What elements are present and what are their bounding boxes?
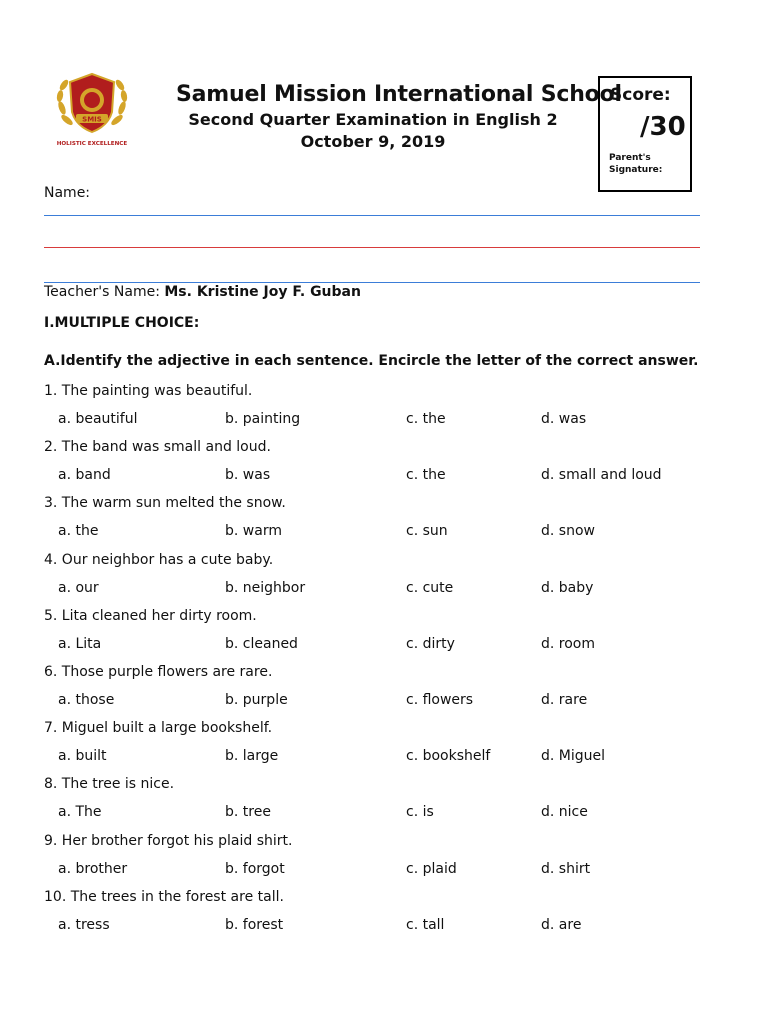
question-4-option-a[interactable]: a. our: [58, 579, 99, 596]
logo-motto: HOLISTIC EXCELLENCE: [56, 141, 128, 147]
section-instruction: A.Identify the adjective in each sentence. Encircle the letter of the correct answer.: [44, 353, 699, 369]
exam-date: October 9, 2019: [300, 132, 446, 151]
question-3-option-a[interactable]: a. the: [58, 523, 99, 540]
name-line-lower: [44, 282, 700, 283]
question-6: 6. Those purple flowers are rare.: [44, 664, 273, 680]
question-6-option-b[interactable]: b. purple: [225, 692, 288, 708]
question-9: 9. Her brother forgot his plaid shirt.: [44, 832, 293, 849]
question-6-option-a[interactable]: a. those: [58, 692, 115, 708]
name-line-red: [44, 247, 700, 248]
exam-title: Second Quarter Examination in English 2: [188, 110, 558, 129]
school-logo: [52, 68, 132, 150]
question-7-option-b[interactable]: b. large: [225, 748, 279, 765]
question-9-option-c[interactable]: c. plaid: [406, 860, 457, 877]
question-8-option-c[interactable]: c. is: [406, 804, 434, 821]
question-3-option-b[interactable]: b. warm: [225, 523, 282, 540]
question-10-option-a[interactable]: a. tress: [58, 916, 110, 933]
question-2-option-a[interactable]: a. band: [58, 467, 111, 484]
question-10-option-d[interactable]: d. are: [541, 916, 582, 933]
parent-signature-label: Parent's Signature:: [609, 153, 663, 175]
question-7: 7. Miguel built a large bookshelf.: [44, 720, 273, 737]
question-3-option-c[interactable]: c. sun: [406, 523, 448, 540]
question-1: 1. The painting was beautiful.: [44, 383, 253, 399]
section-title: I.MULTIPLE CHOICE:: [44, 315, 200, 331]
question-5: 5. Lita cleaned her dirty room.: [44, 607, 257, 624]
question-1-option-d[interactable]: d. was: [541, 411, 587, 427]
question-1-option-b[interactable]: b. painting: [225, 411, 301, 427]
question-2: 2. The band was small and loud.: [44, 439, 271, 456]
question-2-option-b[interactable]: b. was: [225, 467, 271, 484]
question-4-option-c[interactable]: c. cute: [406, 579, 454, 596]
score-label: Score:: [610, 85, 671, 105]
question-7-option-c[interactable]: c. bookshelf: [406, 748, 491, 765]
question-5-option-c[interactable]: c. dirty: [406, 635, 455, 652]
question-10-option-b[interactable]: b. forest: [225, 916, 284, 933]
question-8-option-b[interactable]: b. tree: [225, 804, 271, 821]
question-3-option-d[interactable]: d. snow: [541, 523, 595, 540]
question-2-option-c[interactable]: c. the: [406, 467, 446, 484]
question-4-option-b[interactable]: b. neighbor: [225, 579, 306, 596]
name-line[interactable]: [44, 215, 700, 216]
question-6-option-d[interactable]: d. rare: [541, 692, 588, 708]
question-8-option-d[interactable]: d. nice: [541, 804, 588, 821]
question-5-option-a[interactable]: a. Lita: [58, 635, 102, 652]
question-9-option-d[interactable]: d. shirt: [541, 860, 591, 877]
question-8: 8. The tree is nice.: [44, 776, 175, 793]
teacher-line: [44, 284, 361, 300]
score-box: [598, 76, 692, 192]
question-10-option-c[interactable]: c. tall: [406, 916, 445, 933]
name-label: Name:: [44, 185, 91, 201]
question-5-option-b[interactable]: b. cleaned: [225, 635, 298, 652]
question-9-option-a[interactable]: a. brother: [58, 860, 128, 877]
question-2-option-d[interactable]: d. small and loud: [541, 467, 662, 484]
question-5-option-d[interactable]: d. room: [541, 635, 596, 652]
school-name: Samuel Mission International School: [176, 82, 622, 107]
question-8-option-a[interactable]: a. The: [58, 804, 102, 821]
question-9-option-b[interactable]: b. forgot: [225, 860, 285, 877]
question-6-option-c[interactable]: c. flowers: [406, 692, 474, 708]
question-7-option-d[interactable]: d. Miguel: [541, 748, 606, 765]
question-10: 10. The trees in the forest are tall.: [44, 888, 284, 905]
question-3: 3. The warm sun melted the snow.: [44, 495, 286, 512]
question-7-option-a[interactable]: a. built: [58, 748, 107, 765]
question-4: 4. Our neighbor has a cute baby.: [44, 551, 274, 568]
score-total: /30: [640, 112, 686, 142]
teacher-name: Ms. Kristine Joy F. Guban: [164, 284, 361, 300]
logo-text: SMIS: [82, 115, 102, 124]
question-1-option-c[interactable]: c. the: [406, 411, 446, 427]
teacher-label: Teacher's Name:: [44, 284, 160, 300]
question-4-option-d[interactable]: d. baby: [541, 579, 594, 596]
question-1-option-a[interactable]: a. beautiful: [58, 411, 138, 427]
